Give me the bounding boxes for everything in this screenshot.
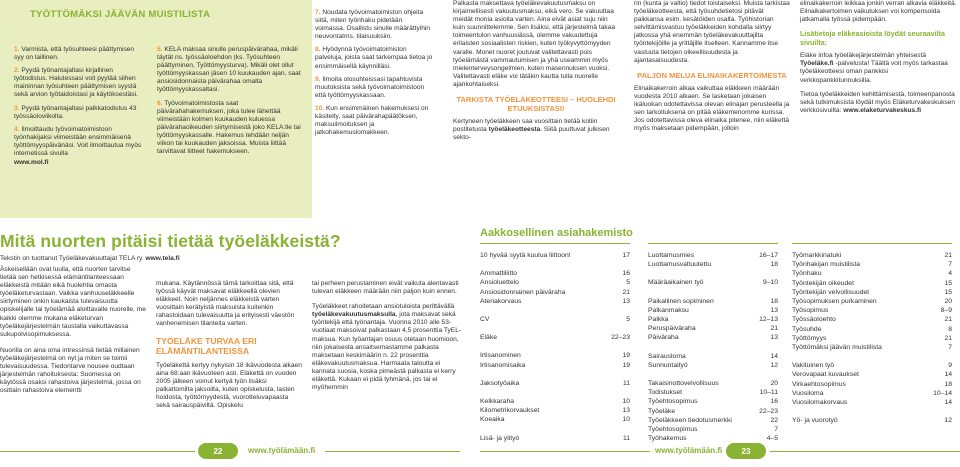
index-entry[interactable]: Takaisinottovelvollisuus 20 — [648, 380, 778, 388]
checklist-step: 7. Noudata työvoimatoimiston ohjeita siitä, miten työnhaku pidetään voimassa. Osallistu sinulle määrättyihin neuvontatms. tilaisuuksiin. — [315, 9, 431, 41]
index-entry[interactable]: Vakituinen työ 9 — [792, 362, 952, 370]
article-col-1 — [0, 266, 146, 395]
index-group-gap — [480, 306, 630, 315]
pension-col-1 — [453, 0, 619, 142]
index-entry[interactable]: Sunnuntaityö 12 — [648, 361, 778, 369]
index-group-gap — [648, 288, 778, 297]
pension-etk-text: Tietoa työeläkkeiden kehittämisestä, toimeenpanosta sekä tutkimuksista löydät myös Eläketurvakeskuksen verkkosivuilta: www.elaketurvakeskus.fi — [800, 90, 956, 114]
page-number-left: 22 — [198, 443, 238, 459]
footer-line-right-a — [480, 451, 650, 452]
index-group-gap — [480, 388, 630, 397]
index-rule-left — [480, 243, 630, 244]
index-entry[interactable]: Työsopimus 8–9 — [792, 307, 952, 315]
article-p4: Työeläkettä kertyy nykyisin 18 ikävuodesta alkaen aina 68:aan ikävuoteen asti. Eläkettä on vuoden 2005 jälkeen voinut kertyä työn lisäksi palkattomilta jaksoilta, kuten opiskelusta, lasten hoidosta, työttömyydestä, vuorotteluvapaasta sekä sairauspäiviltä. Opiskelu — [156, 361, 302, 410]
pension-heading-coefficient: PALJON MELUA ELINAIKAKERTOIMESTA — [637, 70, 787, 80]
index-group-gap — [480, 370, 630, 379]
index-entry[interactable]: Eläke 22–23 — [480, 334, 630, 342]
checklist-step: 8. Hyödynnä työvoimatoimiston palveluja, joista saat tarkempaa tietoa jo ensimmäisellä käynnilläsi. — [315, 46, 433, 70]
index-entry[interactable]: Luottamusvaltuutettu 18 — [648, 261, 778, 269]
index-entry[interactable]: Työmarkkinatuki 21 — [792, 252, 952, 259]
article-headline: Mitä nuorten pitäisi tietää työeläkkeistä? — [0, 231, 341, 251]
footer-line-left-b — [325, 451, 460, 452]
index-entry[interactable]: Työnhakijan muistilista 7 — [792, 261, 952, 269]
index-entry[interactable]: Määräaikainen työ 9–10 — [648, 279, 778, 287]
index-entry[interactable]: Virkaehtosopimus 18 — [792, 380, 952, 388]
checklist-step: 10. Kun ensimmäinen hakemuksesi on käsitelty, saat päivärahapäätöksen, maksuilmoituksen ja jatkohakemuslomakkeen. — [315, 104, 429, 137]
index-entry[interactable]: Palkka 12–13 — [648, 316, 778, 324]
index-entry[interactable]: 10 hyvää syytä kuulua liittoon! 17 — [480, 252, 630, 259]
pension-heading-check: TARKISTA TYÖELÄKEOTTEESI – HUOLEHDI ETUUKSISTASI! — [456, 95, 616, 114]
checklist-col-3 — [315, 9, 433, 142]
pension-intro: Palkasta maksettava työeläkevakuutusmaksu on kirjaimellisesti vakuutusmaksu, eikä vero. Se vakuuttaa meidät monia asioita varten. Aina eivät asiat suju niin kuin suunnittelemme. Sen lisäksi, että järjestelmä takaa toimeentulon vanhuusiässä, olemme vakuutettuja erilaisten sosiaalisten riskien, kuten työkyvyttömyyden varalle. Monet nuoret joutuvat valitettavasti pois työelämästä vammautumisen ja yhä useammin myös mielenterveysongelmien, kuten masennuksen vuoksi. Valitettavasti eläke voi tätäkin kautta tulla nuorelle ajankohtaiseksi. — [453, 0, 615, 88]
checklist-step: 3. Pyydä työnantajaltasi palkkatodistus 43 työssäoloviikolta. — [14, 104, 137, 120]
index-entry[interactable]: Työntekijän velvollisuudet 15 — [792, 288, 952, 296]
index-entry[interactable]: Palkanmaksu 13 — [648, 306, 778, 314]
index-entry[interactable]: Jaksotyöaika 11 — [480, 379, 630, 387]
footer-line-left-a — [0, 451, 195, 452]
pension-history-text: rin (kunta ja valtio) tiedot toistaiseksi. Muista tarkistaa työeläkeotteesta, että työsuhdetietosi pitävät paikkansa esim. kesätöiden osalta. Työhistorian selvittämisvastuu työeläkkeiden kohdalla siirtyy jatkossa yhä enemmän työeläkevakuuttajilta työntekijöille ja yrittäjille itselleen. Kannamme itse vastuuta tietojen oikeellisuudesta ja ajantasaisuudesta. — [634, 0, 790, 64]
footer-url-left[interactable]: www.työlämään.fi — [248, 446, 316, 455]
index-entry[interactable]: Luottamusmies 16–17 — [648, 252, 778, 259]
article-p3: mukana. Käytännössä tämä tarkoittaa sitä, että työssä käyvät maksavat eläkkeellä olevien eläkkeet. Noin neljännes eläkkeistä varten vuosittain kerätyistä maksuista kuitenkin rahastoidaan tulevaisuutta ja erityisesti väestön vanhenemisen tilanteita varten. — [156, 280, 295, 328]
article-p5: tai perheen perustaminen eivät vaikuta alentavasti tulevan eläkkeen määrään niin paljon kuin ennen. — [312, 280, 459, 296]
pension-col-3 — [800, 0, 958, 115]
index-entry[interactable]: Peruspäiväraha 21 — [648, 325, 778, 333]
pension-col-2 — [634, 0, 790, 133]
pension-coefficient-text: Elinaikakerroin alkaa vaikuttaa eläkkeen määrään vuodesta 2010 alkaen. Se lasketaan jokaisen ikäluokan odotettavissa olevan elinajan perusteella ja sen tarkoituksena on pitää eläkemenomme kurissa. Jos odotettavissa oleva elinaika pitenee, niin eläkettä myös maksetaan pidempään, jolloin — [634, 84, 790, 133]
article-p1: Äskeisellään ovat luulla, että nuorten tarvitse tietää sen hetkisessä elämäntilanteessaan eläkkeistä mitään eikä huolehtia omasta työeläketurvastaan. Vaikka vanhuuseläkkeelle siirtyminen onkin kaukaista tulevaisuutta opiskelijalle tai työelämää aloittavalle nuorelle, me kaikki olemme mukana eläketurvan työeläkejärjestelmän taustalla vaikuttavassa sukupolvisopimuksessa. — [0, 266, 146, 338]
article-p2: Nuorilla on aina oma intressinsä tietää millainen työeläkejärjestelmä on nyt ja miten se toimii tulevaisuudessa. Tiedontarve nousee oudtaan järjestelmän rahoituksesta: Suomessa on käytössä osaksi rahastoiva järjestelmä, jossa on osittain rahastoiva elementti — [0, 346, 141, 395]
index-entry[interactable]: Työnhaku 4 — [792, 270, 952, 278]
index-entry[interactable]: Työehtosopimus 16 — [648, 398, 778, 406]
checklist-step: 9. Ilmoita olosuhteissasi tapahtuvista muutoksista sekä työvoimatoimistoon että työttömyyskassaan. — [315, 75, 425, 99]
checklist-title: TYÖTTÖMÄKSI JÄÄVÄN MUISTILISTA — [30, 9, 211, 20]
index-entry[interactable]: Kelkkaraha 10 — [480, 398, 630, 406]
index-entry[interactable]: Työeläkkeen tiedotusmerkki 22 — [648, 416, 778, 424]
index-entry[interactable]: Työeläke 22–23 — [648, 407, 778, 415]
checklist-step: 4. Ilmoittaudu työvoimatoimistoon työnhakijaksi viimeistään ensimmäisenä työttömyyspäivänäsi. Voit ilmoittautua myös internetissä sivulla — [14, 125, 142, 158]
index-entry[interactable]: Työehtosopimus 7 — [648, 426, 778, 434]
checklist-col-2 — [157, 46, 305, 161]
index-rule-right — [792, 243, 952, 244]
index-entry[interactable]: Vuosilomakorvaus 14 — [792, 399, 952, 407]
index-group-gap — [792, 407, 952, 416]
index-entry[interactable]: Irtisanomisaika 19 — [480, 361, 630, 369]
pension-info-text: Eläke infoa työeläkejärjestelmän yhteisestä Työeläke.fi -palvelusta! Täältä voit myös tarkastaa työeläkeotteesi oman pankkisi verkkopankkitunnuksilla. — [800, 52, 948, 84]
index-title: Aakkosellinen asiahakemisto — [480, 227, 633, 239]
index-group-gap — [480, 342, 630, 351]
index-entry[interactable]: Ammattiliitto 16 — [480, 270, 630, 278]
index-group-gap — [648, 370, 778, 379]
article-byline: Tekstin on tuottanut Työeläkevakuuttajat TELA ry. www.tela.fi — [0, 255, 180, 262]
checklist-step: 6. Työvoimatoimistosta saat päivärahahakemuksen, joka tulee lähettää viimeistään kolmen kuukauden kuluessa päivärahaoikeuden siirtymisestä joko KELA:lle tai työttömyyskassalle. Hakemus tehdään neljän viikon tai kuukauden jaksoissa. Muista liittää tarvittavat liitteet hakemukseen. — [157, 99, 301, 156]
footer-line-right-b — [770, 451, 960, 452]
index-group-gap — [480, 260, 630, 269]
index-group-gap — [480, 425, 630, 434]
index-entry[interactable]: Kilometrikorvaukset 13 — [480, 407, 630, 415]
index-entry[interactable]: Yö- ja vuorotyö 12 — [792, 417, 952, 425]
checklist-col-1 — [14, 46, 144, 167]
index-entry[interactable]: Paikallinen sopiminen 18 — [648, 297, 778, 305]
index-entry[interactable]: Työttömyys 21 — [792, 334, 952, 342]
article-heading-situations: TYÖELÄKE TURVAA ERI ELÄMÄNTILANTEISSA — [156, 335, 257, 356]
checklist-url[interactable]: www.mol.fi — [14, 159, 49, 167]
footer-url-right[interactable]: www.työlämään.fi — [655, 446, 723, 455]
index-group-gap — [648, 343, 778, 352]
index-entry[interactable]: Työsuhde 8 — [792, 325, 952, 333]
index-entry[interactable]: Lisä- ja ylityö 11 — [480, 434, 630, 442]
index-col-1 — [480, 251, 630, 452]
index-entry[interactable]: Ateriakorvaus 13 — [480, 297, 630, 305]
index-entry[interactable]: Ansiosidonnainen päiväraha 21 — [480, 288, 630, 296]
index-entry[interactable]: Työntekijän oikeudet 15 — [792, 279, 952, 287]
article-col-2 — [156, 280, 302, 410]
index-col-3 — [792, 251, 952, 434]
index-entry[interactable]: Päiväraha 13 — [648, 334, 778, 342]
index-entry[interactable]: Verovapaat kuvaukset 14 — [792, 371, 952, 379]
article-p6: Työeläkkeet rahoitetaan ansiotuloista perittävällä työeläkevakuutusmaksulla, jota maksavat sekä työntekijä että työnantaja. Vuonna 2010 alle 53-vuotiaat maksoivat palkastaan 4,5 prosenttia TyEL-maksua. Kun työantajan osuus otetaan huomioon, niin jokaisesta ansaitsemastamme palkasta maksetaan keskimäärin n. 22 prosenttia eläkevakuutusmaksua. Harmaata taloutta ei kannata suosia, koska pimeästä palkasta ei kerry eläkettä. Kukaan ei pidä tyhmänä, jos tai ei myöhemmin — [312, 303, 462, 392]
index-col-2 — [648, 251, 778, 452]
index-entry[interactable]: Vuosiloma 10–14 — [792, 389, 952, 397]
index-entry[interactable]: Todistukset 10–11 — [648, 389, 778, 397]
checklist-step: 2. Pyydä työnantajaltasi kirjallinen työtodistus. Halutessasi voit pyytää siihen maininnan työsuhteen päättymisen syystä sekä arvion työtaidoistasi ja käytöksestäsi. — [14, 67, 138, 99]
checklist-step: 5. KELA maksaa sinulle peruspäivärahaa, mikäli täytät ns. työssäoloehdon (ks. Työsuhteen päättyminen, Työttömyysturva). Mikäli olet ollut työttömyyskassan jäsen 10 kuukauden ajan, saat ansiosidonnaista päivärahaa omalta työttömyyskassaltasi. — [157, 46, 301, 94]
index-group-gap — [792, 425, 952, 434]
index-rule-mid — [648, 243, 778, 244]
pension-coefficient-cont: elinaikakerroin leikkaa jonkin verran alkavia eläkkeitä. Elinaikakertoimen vaikutuksen voi kompensoida jatkamalla työssä pidempään. — [800, 0, 957, 24]
index-group-gap — [792, 352, 952, 361]
index-entry[interactable]: Sairausloma 14 — [648, 352, 778, 360]
index-entry[interactable]: Työhakemus 4–5 — [648, 435, 778, 443]
index-entry[interactable]: Ansioluettelo 5 — [480, 279, 630, 287]
index-entry[interactable]: Työssäoloehto 21 — [792, 316, 952, 324]
index-group-gap — [480, 324, 630, 333]
index-group-gap — [648, 269, 778, 278]
index-entry[interactable]: Työsopimuksen purkaminen 20 — [792, 298, 952, 306]
pension-heading-more-info: Lisätietoja eläkeasioista löydät seuraavilta sivuilta: — [800, 29, 946, 47]
page-number-right: 23 — [726, 443, 766, 459]
pension-statement-text: Kertyneen työeläkkeen saa vuosittain tietää kotiin postitetusta työeläkeotteesta. Siitä puuttuvat julkisen sekto- — [453, 118, 610, 142]
index-entry[interactable]: Koeaika 10 — [480, 416, 630, 424]
index-entry[interactable]: Irtisanominen 19 — [480, 352, 630, 360]
checklist-step: 1. Varmista, että työsuhteesi päättymisen syy on laillinen. — [14, 46, 135, 62]
index-entry[interactable]: CV 5 — [480, 316, 630, 324]
article-col-3 — [312, 280, 462, 392]
index-entry[interactable]: Työttömäksi jäävän muistilista 7 — [792, 344, 952, 352]
